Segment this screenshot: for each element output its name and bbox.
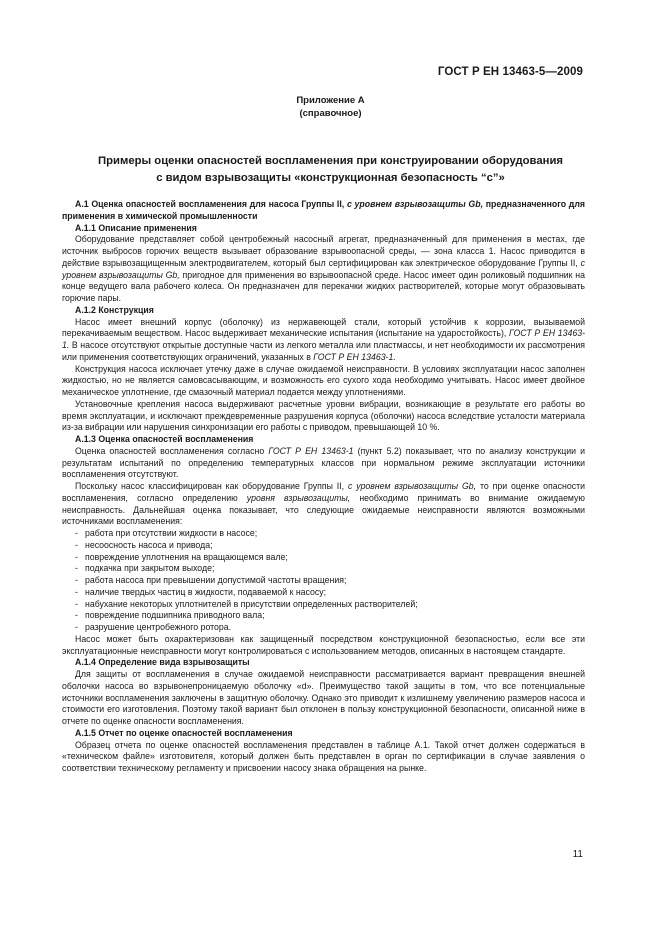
text: пригодное для применения во взрывоопасной среде. Насос имеет один роликовый подшипник на конце ведущего вала рабочего колеса. Он предназначен для перекачки жидких растворителей, которые могут образовывать горючие пары. [62, 269, 585, 303]
text: В насосе отсутствуют открытые доступные части из легкого металла или пластмассы, и нет необходимости их рассмотрения или применения соответствующих ограничений, указанных в [62, 340, 585, 362]
annex-subtitle: (справочное) [299, 108, 362, 119]
standard-reference: ГОСТ Р ЕН 13463-1 [268, 445, 354, 456]
dash-marker: - [75, 575, 78, 585]
section-a1-heading [62, 199, 585, 223]
list-item [62, 552, 585, 564]
section-a12-heading: А.1.2 Конструкция [75, 304, 154, 315]
list-item-text: разрушение центробежного ротора. [85, 622, 232, 632]
standard-reference: ГОСТ Р ЕН 13463-1. [62, 328, 585, 350]
text: необходимо принимать во внимание ожидаемую неисправность. Дальнейшая оценка показывает, что следующие ожидаемые неисправности являются возможными источниками воспламенения: [62, 492, 585, 527]
list-item [62, 540, 585, 552]
section-a1-heading-tail: предназначенного для применения в химической промышленности [62, 199, 586, 221]
annex-heading-line-1: Примеры оценки опасностей воспламенения при конструировании оборудования [98, 155, 563, 167]
list-item [62, 610, 585, 622]
list-item-text: несоосность насоса и привода; [85, 539, 213, 550]
text: то при оценке опасности воспламенения, согласно определению [62, 481, 585, 503]
text: (пункт 5.2) показывает, что по анализу конструкции и результатам испытаний по определению температурных классов при нормальном режиме эксплуатации источники воспламенения отсутствуют. [62, 445, 586, 480]
dash-marker: - [75, 539, 78, 550]
list-item [62, 599, 585, 611]
ignition-sources-list [62, 528, 585, 634]
dash-marker: - [75, 563, 78, 574]
section-a13-paragraph-1 [62, 446, 585, 481]
section-a13-heading: А.1.3 Оценка опасностей воспламенения [75, 434, 254, 444]
annex-heading-line-2: с видом взрывозащиты «конструкционная безопасность “с”» [156, 172, 505, 184]
section-a14-paragraph: Для защиты от воспламенения в случае ожидаемой неисправности рассматривается вариант превращения внешней оболочки насоса во взрывонепроницаемую оболочку «d». Преимущество такой защиты в том, что все потенциальные источники воспламенения заключены в защитную оболочку. Однако это приводит к излишнему увеличению размеров насоса и стоимости его изготовления. Поэтому такой вариант был отклонен в пользу конструкционной безопасности, описанной ниже в отчете по оценке опасности воспламенения. [62, 669, 585, 726]
section-a15-paragraph: Образец отчета по оценке опасностей воспламенения представлен в таблице А.1. Такой отчет должен содержаться в «техническом файле» изготовителя, который должен быть представлен в орган по сертификации в случае заявления о соответствии техническому регламенту и присвоении насосу знака обращения на рынке. [62, 739, 585, 773]
section-a12-paragraph-3: Установочные крепления насоса выдерживают расчетные уровни вибрации, возникающие в результате его работы во время эксплуатации, и исключают преждевременные разрушения корпуса (оболочки) насоса вследствие усталости материала из-за вибрации или нарушения синхронизации его работы с приводом, превышающей 10 %. [62, 398, 585, 433]
list-item-text: подкачка при закрытом выходе; [85, 563, 215, 574]
section-a12-paragraph-1 [62, 317, 585, 364]
list-item [62, 563, 585, 575]
list-item [62, 622, 585, 634]
section-a13-paragraph-2 [62, 481, 585, 528]
section-a12-paragraph-2: Конструкция насоса исключает утечку даже в случае ожидаемой неисправности. В условиях эксплуатации насос заполнен жидкостью, но не является самовсасывающим, и возможность его сухого хода необходимо учитывать. Насос имеет двойное механическое уплотнение, где смазочный материал подается между уплотнениями. [62, 363, 585, 397]
dash-marker: - [75, 610, 78, 621]
list-item-text: повреждение уплотнения на вращающемся вале; [85, 551, 288, 562]
list-item-text: работа при отсутствии жидкости в насосе; [85, 528, 258, 538]
dash-marker: - [75, 598, 78, 609]
annex-heading [40, 153, 621, 187]
list-item-text: наличие твердых частиц в жидкости, подаваемой к насосу; [85, 586, 327, 597]
italic-text: с уровнем взрывозащиты Gb, [62, 257, 585, 280]
page-number: 11 [572, 849, 583, 860]
document-code: ГОСТ Р ЕН 13463-5—2009 [437, 66, 583, 78]
section-a14-heading: А.1.4 Определение вида взрывозащиты [75, 657, 250, 668]
annex-title: Приложение А [296, 95, 365, 106]
text: Насос имеет внешний корпус (оболочку) из нержавеющей стали, который устойчив к коррозии, вызываемой перекачиваемым веществом. Насос выдерживает механические испытания (испытание на удароcтойкость), [62, 316, 585, 339]
dash-marker: - [75, 586, 78, 597]
text: Поскольку насос классифицирован как оборудование Группы II, [75, 481, 345, 491]
section-a11-heading: А.1.1 Описание применения [75, 222, 197, 233]
standard-reference: ГОСТ Р ЕН 13463-1. [313, 351, 396, 362]
section-a13-paragraph-3: Насос может быть охарактеризован как защищенный посредством конструкционной безопасностью, если все эти эксплуатационные неисправности могут контролироваться с использованием методов, описанных в настоящем стандарте. [62, 633, 585, 656]
section-a1-heading-italic: с уровнем взрывозащиты Gb, [346, 199, 484, 209]
text: Оценка опасностей воспламенения согласно [75, 445, 265, 456]
italic-text: с уровнем взрывозащиты Gb, [347, 481, 477, 491]
list-item-text: повреждение подшипника приводного вала; [85, 610, 265, 621]
list-item [62, 528, 585, 540]
document-body [62, 199, 585, 775]
section-a11-paragraph [62, 234, 585, 305]
section-a1-heading-text: А.1 Оценка опасностей воспламенения для насоса Группы II, [75, 199, 345, 209]
text: Оборудование представляет собой центробежный насосный агрегат, предназначенный для применения в местах, где источник выбросов горючих веществ вызывает образование взрывоопасной среды, — зона класса 1. Насос приводится в действие взрывозащищенным электродвигателем, который был сертифицирован как электрическое оборудование Группы II, [62, 234, 585, 268]
dash-marker: - [75, 528, 78, 538]
list-item [62, 587, 585, 599]
list-item-text: работа насоса при превышении допустимой частоты вращения; [85, 575, 347, 585]
italic-text: уровня взрывозащиты, [246, 492, 351, 503]
list-item [62, 575, 585, 587]
dash-marker: - [75, 551, 78, 562]
section-a15-heading: А.1.5 Отчет по оценке опасностей воспламенения [75, 727, 293, 738]
list-item-text: набухание некоторых уплотнителей в присутствии определенных растворителей; [85, 598, 418, 609]
dash-marker: - [75, 622, 78, 632]
